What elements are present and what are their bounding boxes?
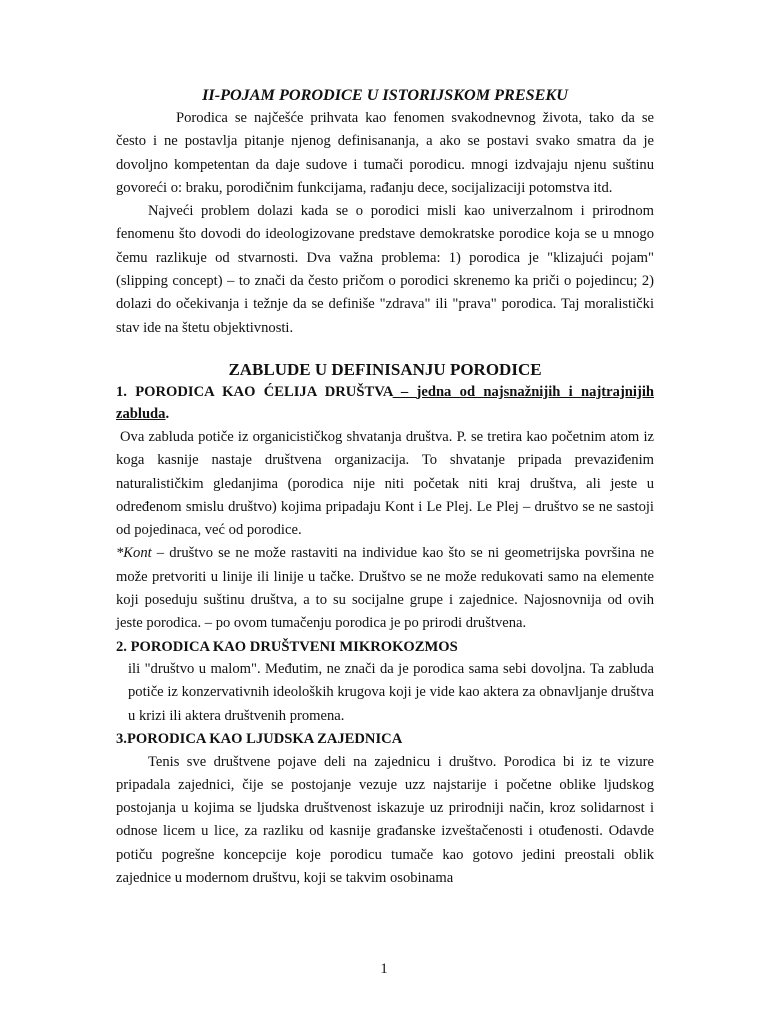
subsection-3-paragraph: Tenis sve društvene pojave deli na zajednicu i društvo. Porodica bi iz te vizure pripadala zajednici, čije se postojanje vezuje uzz najstarije i početne oblike ljudskog postojanja u kojima se ljudska društvenost iskazuje uz prirodniji način, kroz solidarnost i odnose licem u lice, za razliku od kasnije građanske izveštačenosti i otuđenosti. Odavde potiču pogrešne koncepcije koje porodicu tumače kao gotovo jedini preostali oblik zajednice u modernom društvu, koji se takvim osobinama bbox=[116, 753, 654, 887]
section-heading: ZABLUDE U DEFINISANJU PORODICE bbox=[228, 359, 542, 379]
subsection-1-dash: – bbox=[392, 383, 417, 400]
page-number: 1 bbox=[380, 961, 388, 977]
subsection-1-period: . bbox=[165, 406, 170, 423]
kont-paragraph bbox=[116, 542, 654, 635]
subsection-1-title: 1. PORODICA KAO ĆELIJA DRUŠTVA bbox=[116, 383, 393, 400]
subsection-1-heading bbox=[116, 381, 654, 426]
kont-label: *Kont bbox=[116, 545, 152, 562]
subsection-2-paragraph: ili "društvo u malom". Međutim, ne znači da je porodica sama sebi dovoljna. Ta zabluda potiče iz konzervativnih ideoloških krugova koji je vide kao aktera za obnavljanje društva u krizi ili aktera društvenih promena. bbox=[128, 661, 654, 724]
subsection-1-subtitle: jedna od najsnažnijih i najtrajnijih zabluda bbox=[116, 383, 655, 423]
kont-text: – društvo se ne može rastaviti na individue kao što se ni geometrijska površina ne može pretvoriti u linije ili linije u tačke. Društvo se ne može redukovati samo na elemente koji poseduju suštinu društva, a to su socijalne grupe i zajednice. Najosnovnija od ovih jeste porodica. – po ovom tumačenju porodica je po prirodi društvena. bbox=[116, 545, 654, 632]
subsection-2-heading: 2. PORODICA KAO DRUŠTVENI MIKROKOZMOS bbox=[116, 638, 458, 655]
subsection-1-paragraph: Ova zabluda potiče iz organicističkog shvatanja društva. P. se tretira kao početnim atom iz koga kasnije nastaje društvena organizacija. To shvatanje pripada prevaziđenim naturalističkim gledanjima (porodica nije niti početak niti kraj društva, ali jeste u određenom smislu društvo) kojima pripadaju Kont i Le Plej. Le Plej – društvo se ne sastoji od pojedinaca, već od porodice. bbox=[116, 428, 654, 539]
document-title: II-POJAM PORODICE U ISTORIJSKOM PRESEKU bbox=[202, 86, 568, 104]
paragraph-intro: Porodica se najčešće prihvata kao fenomen svakodnevnog života, tako da se često i ne postavlja pitanje njenog definisananja, a ako se postavi svako smatra da je dovoljno kompetentan da daje sudove i tumači porodicu. mnogi izdvajaju njenu suštinu govoreći o: braku, porodičnim funkcijama, rađanju dece, socijalizaciji potomstva itd. bbox=[116, 110, 654, 196]
subsection-3-heading: 3.PORODICA KAO LJUDSKA ZAJEDNICA bbox=[116, 731, 403, 748]
paragraph-problem: Najveći problem dolazi kada se o porodici misli kao univerzalnom i prirodnom fenomenu što dovodi do ideologizovane predstave demokratske porodice koja se u mnogo čemu razlikuje od stvarnosti. Dva važna problema: 1) porodica je "klizajući pojam" (slipping concept) – to znači da često pričom o porodici skrenemo ka priči o pojedincu; 2) dolazi do očekivanja i težnje da se definiše "zdrava" ili "prava" porodica. Taj moralistički stav ide na štetu objektivnosti. bbox=[116, 203, 654, 336]
